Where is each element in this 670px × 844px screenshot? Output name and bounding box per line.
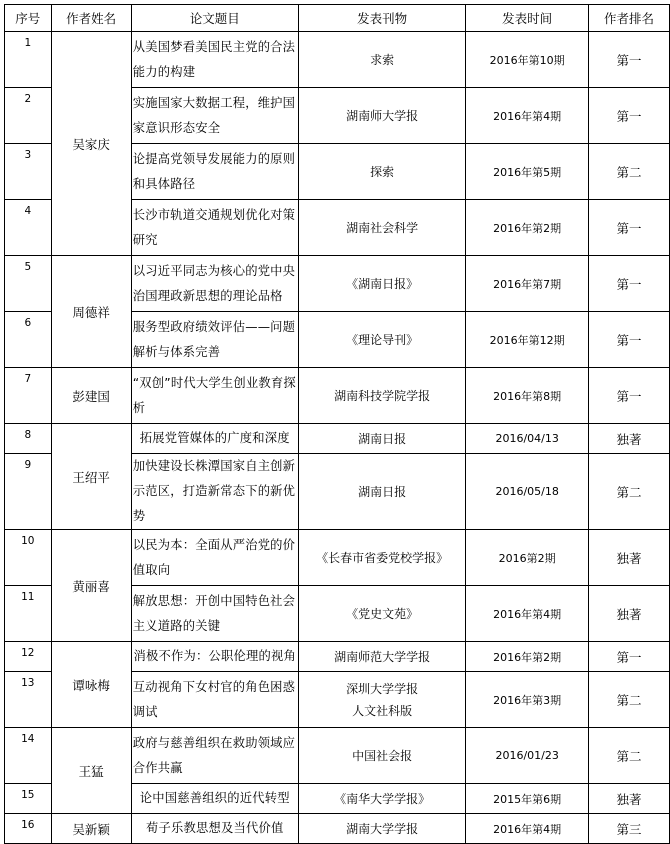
row-number: 7 [5,368,52,424]
row-number: 2 [5,88,52,144]
author-name: 周德祥 [51,256,131,368]
journal-name: 《长春市省委党校学报》 [298,530,466,586]
author-rank: 第一 [588,368,669,424]
papers-table [4,4,670,844]
paper-title: 实施国家大数据工程，维护国家意识形态安全 [131,88,298,144]
paper-title: 消极不作为：公职伦理的视角 [131,642,298,672]
author-name: 黄丽喜 [51,530,131,642]
paper-title: 解放思想：开创中国特色社会主义道路的关键 [131,586,298,642]
author-name: 谭咏梅 [51,642,131,728]
table-row [5,642,670,672]
publish-date: 2016/04/13 [466,424,588,454]
publish-date: 2016年第4期 [466,586,588,642]
author-rank: 第三 [588,814,669,844]
author-rank: 第一 [588,32,669,88]
author-name: 吴新颖 [51,814,131,844]
row-number: 5 [5,256,52,312]
header-no: 序号 [5,5,52,32]
author-rank: 第二 [588,672,669,728]
paper-title: 服务型政府绩效评估——问题解析与体系完善 [131,312,298,368]
paper-title: 长沙市轨道交通规划优化对策研究 [131,200,298,256]
row-number: 3 [5,144,52,200]
paper-title: 以习近平同志为核心的党中央治国理政新思想的理论品格 [131,256,298,312]
row-number: 13 [5,672,52,728]
row-number: 4 [5,200,52,256]
journal-name: 湖南科技学院学报 [298,368,466,424]
journal-name: 《南华大学学报》 [298,784,466,814]
table-row [5,814,670,844]
publish-date: 2016/05/18 [466,454,588,530]
header-title: 论文题目 [131,5,298,32]
journal-name: 《党史文苑》 [298,586,466,642]
author-rank: 第一 [588,88,669,144]
publish-date: 2016年第4期 [466,814,588,844]
publish-date: 2016年第5期 [466,144,588,200]
table-row [5,32,670,88]
journal-name: 求索 [298,32,466,88]
header-date: 发表时间 [466,5,588,32]
publish-date: 2016年第2期 [466,642,588,672]
author-rank: 独著 [588,530,669,586]
journal-name: 湖南大学学报 [298,814,466,844]
author-rank: 第二 [588,728,669,784]
row-number: 12 [5,642,52,672]
author-rank: 独著 [588,424,669,454]
journal-name: 湖南师大学报 [298,88,466,144]
table-row [5,728,670,784]
publish-date: 2016年第12期 [466,312,588,368]
author-rank: 第一 [588,200,669,256]
paper-title: 论提高党领导发展能力的原则和具体路径 [131,144,298,200]
row-number: 6 [5,312,52,368]
paper-title: 论中国慈善组织的近代转型 [131,784,298,814]
journal-name: 湖南日报 [298,454,466,530]
author-rank: 第一 [588,642,669,672]
publish-date: 2016年第3期 [466,672,588,728]
journal-name-line1: 深圳大学学报 [346,681,419,696]
publish-date: 2016年第10期 [466,32,588,88]
author-name: 王猛 [51,728,131,814]
paper-title: 互动视角下女村官的角色困惑调试 [131,672,298,728]
table-row [5,368,670,424]
paper-title: 从美国梦看美国民主党的合法能力的构建 [131,32,298,88]
journal-name: 《湖南日报》 [298,256,466,312]
row-number: 11 [5,586,52,642]
journal-name: 《理论导刊》 [298,312,466,368]
author-name: 彭建国 [51,368,131,424]
author-rank: 独著 [588,586,669,642]
journal-name: 探索 [298,144,466,200]
paper-title: 政府与慈善组织在救助领域应合作共赢 [131,728,298,784]
publish-date: 2016年第7期 [466,256,588,312]
author-rank: 第一 [588,256,669,312]
journal-name: 湖南师范大学学报 [298,642,466,672]
author-name: 吴家庆 [51,32,131,256]
publish-date: 2015年第6期 [466,784,588,814]
row-number: 15 [5,784,52,814]
paper-title: 以民为本：全面从严治党的价值取向 [131,530,298,586]
author-rank: 第一 [588,312,669,368]
table-row [5,256,670,312]
header-journal: 发表刊物 [298,5,466,32]
paper-title: “双创”时代大学生创业教育探析 [131,368,298,424]
row-number: 14 [5,728,52,784]
journal-name: 湖南社会科学 [298,200,466,256]
journal-name-line2: 人文社科版 [352,703,413,718]
publish-date: 2016年第4期 [466,88,588,144]
header-author: 作者姓名 [51,5,131,32]
author-rank: 第二 [588,454,669,530]
journal-name [298,672,466,728]
publish-date: 2016年第8期 [466,368,588,424]
paper-title: 荀子乐教思想及当代价值 [131,814,298,844]
journal-name: 中国社会报 [298,728,466,784]
paper-title: 拓展党管媒体的广度和深度 [131,424,298,454]
publish-date: 2016/01/23 [466,728,588,784]
header-row [5,5,670,32]
header-rank: 作者排名 [588,5,669,32]
row-number: 1 [5,32,52,88]
row-number: 16 [5,814,52,844]
author-name: 王绍平 [51,424,131,530]
author-rank: 独著 [588,784,669,814]
journal-name: 湖南日报 [298,424,466,454]
table-row [5,424,670,454]
table-row [5,530,670,586]
publish-date: 2016年第2期 [466,200,588,256]
row-number: 8 [5,424,52,454]
publish-date: 2016第2期 [466,530,588,586]
row-number: 9 [5,454,52,530]
author-rank: 第二 [588,144,669,200]
row-number: 10 [5,530,52,586]
paper-title: 加快建设长株潭国家自主创新示范区，打造新常态下的新优势 [131,454,298,530]
